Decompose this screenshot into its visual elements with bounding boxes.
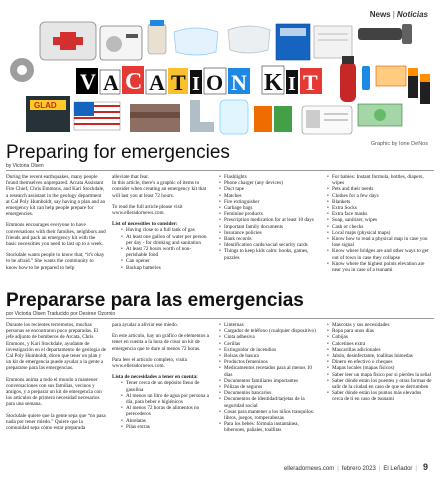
paragraph: Emmons anima a todo el mundo a mantener conversaciones con sus familias, vecinos y amigos, y a preparar un kit de emergencia con los artículos de primera necesidad necesarios para una semana. xyxy=(6,376,102,408)
section-label: News xyxy=(369,10,391,19)
list-item: • Al menos un litro de agua por persona a día, para beber e higiénicos xyxy=(112,393,212,405)
paragraph: Emmons encourages everyone to have conversations with their families, neighbors and friends and pack an emergency kit with the basic necessities you need to last up to a week. xyxy=(6,222,106,248)
svg-text:I: I xyxy=(288,73,296,95)
list-item: • Cargador de teléfono (cualquier dispositivo) xyxy=(218,328,318,334)
svg-text:A: A xyxy=(103,70,119,95)
list-item: • Tener cerca de un depósito lleno de gasolina xyxy=(112,380,212,392)
page-number: 9 xyxy=(422,462,428,472)
list-item: • Saber leer un mapa físico por si pierdes la señal xyxy=(326,372,432,378)
footer-paper: El Leñador xyxy=(383,466,413,472)
article-es-col2 xyxy=(112,322,212,430)
svg-text:C: C xyxy=(125,69,143,95)
list-item: • Extra Socks xyxy=(326,205,432,211)
article-title-es: Prepararse para las emergencias xyxy=(6,290,304,311)
list-item: • Linternas xyxy=(218,322,318,328)
list-item: • Documentos de identidad/tarjetas de la seguridad social xyxy=(218,396,318,408)
byline-es: por Victoria Olsen Traducido por Desiree Ozornio xyxy=(6,311,116,317)
list-item: • Know where bridges are and other ways to get out of town in case they collapse xyxy=(326,248,432,260)
paragraph: During the recent earthquakes, many people found themselves unprepared. Arcata Assistant Fire Chief, Chris Emmons, and Kari Stockdale, a research assistant in the geology department at Cal Poly Humboldt, say having a plan and an emergency kit can help people prepare for emergencies. xyxy=(6,174,106,218)
list-item: • Soap, sanitizer, wipes xyxy=(326,217,432,223)
list-title: Lista de necesidades a tener en cuenta: xyxy=(112,374,198,381)
list-item: • Jabón, desinfectante, toallitas húmedas xyxy=(326,353,432,359)
list-item: • Garbage bags xyxy=(218,205,318,211)
list-item: • Insurance policies xyxy=(218,230,318,236)
svg-text:N: N xyxy=(231,70,247,95)
list-item: • Mascotas y sus necesidades xyxy=(326,322,432,328)
list-item: • Know where the highest points elevation are near you in case of a tsunami xyxy=(326,261,432,273)
divider xyxy=(6,170,434,171)
list-item: • Prescription medication for at least 10 days xyxy=(218,217,318,223)
svg-text:A: A xyxy=(149,70,165,95)
list-item: • Pólizas de seguros xyxy=(218,384,318,390)
list-item: • Al menos 72 horas de alimentos no perecederos xyxy=(112,405,212,417)
list-item: • Matches xyxy=(218,193,318,199)
list-item: • Bank records xyxy=(218,236,318,242)
list-item: • Blankets xyxy=(326,199,432,205)
list-item: • Feminine products xyxy=(218,211,318,217)
paragraph: To read the full article please visit www.elleradornews.com. xyxy=(112,203,183,217)
list-item: • Clothes for a few days xyxy=(326,193,432,199)
list-item: • Productos femeninos xyxy=(218,359,318,365)
svg-text:V: V xyxy=(80,69,96,94)
paragraph: para ayudar a aliviar ese miedo. xyxy=(112,322,178,328)
list-item: • Saber dónde están los puentes y otras formas de salir de la ciudad en caso de que se derrumben xyxy=(326,378,432,390)
list-item: • Having close to a full tank of gas xyxy=(112,227,212,233)
byline-en: by Victoria Olsen xyxy=(6,163,44,169)
divider xyxy=(6,318,434,319)
list-item: • Duct tape xyxy=(218,186,318,192)
paragraph: Para leer el artículo completo, visita www.elleradornews.com. xyxy=(112,356,187,370)
list-item: • Things to keep kids calm: books, games, puzzles xyxy=(218,248,318,260)
list-item: • Ropa para unos días xyxy=(326,328,432,334)
svg-text:K: K xyxy=(264,70,283,96)
emergency-kit-illustration xyxy=(6,18,434,138)
necessities-list xyxy=(218,174,318,261)
list-item: • Phone charger (any devices) xyxy=(218,180,318,186)
necessities-list xyxy=(326,322,432,403)
list-item: • Backup batteries xyxy=(112,265,212,271)
list-item: • Cinta adhesiva xyxy=(218,334,318,340)
list-item: • Local maps (physical maps) xyxy=(326,230,432,236)
footer-date: febrero 2023 xyxy=(341,466,376,472)
list-item: • Can opener xyxy=(112,258,212,264)
svg-text:T: T xyxy=(171,70,186,95)
article-en-col2 xyxy=(112,174,212,271)
paragraph: Durante los recientes terremotos, muchas personas se encontraron poco preparadas. El jefe adjunto de bomberos de Arcata, Chris Emmons, y Kari Stockdale, ayudante de investigación en el departamento de geología de Cal Poly Humboldt, dicen que tener un plan y un kit de emergencia puede ayudar a la gente a prepararse para las emergencias. xyxy=(6,322,106,372)
svg-text:T: T xyxy=(303,70,318,95)
paragraph: In this article, there's a graphic of items to consider when creating an emergency kit that will last you at least 72 hours. xyxy=(112,180,207,199)
list-item: • Para los bebés: fórmula instantánea, biberones, pañales, toallitas xyxy=(218,421,318,433)
vacation-kit-letters xyxy=(76,66,322,96)
list-item: • Important family documents xyxy=(218,224,318,230)
list-item: • For babies: Instant formula, bottles, diapers, wipes xyxy=(326,174,432,186)
paragraph: alleviate that fear. xyxy=(112,174,150,180)
list-item: • Cobijas xyxy=(326,334,432,340)
necessities-list xyxy=(326,174,432,273)
list-item: • Extra face masks xyxy=(326,211,432,217)
emergency-kit-graphic xyxy=(6,18,434,138)
article-en-col1 xyxy=(6,174,106,276)
svg-text:O: O xyxy=(206,70,224,95)
list-title: List of necessities to consider: xyxy=(112,221,178,228)
list-item: • Cash or checks xyxy=(326,224,432,230)
article-es-col1 xyxy=(6,322,106,436)
list-item: • Abrelatas xyxy=(112,418,212,424)
list-item: • Identification cards/social security cards xyxy=(218,242,318,248)
list-item: • Mapas locales (mapas físicos) xyxy=(326,365,432,371)
footer-site: elleradornews.com xyxy=(283,466,335,472)
list-item: • Know how to read a physical map in case you lose signal xyxy=(326,236,432,248)
list-item: • Flashlights xyxy=(218,174,318,180)
list-item: • Bolsas de basura xyxy=(218,353,318,359)
paragraph: Stockdale quiere que la gente sepa que “no pasa nada por tener miedo.” Quiere que la comunidad sepa cómo estar preparada xyxy=(6,412,106,432)
article-es-col3 xyxy=(218,322,318,434)
paragraph: En este artículo, hay un gráfico de elementos a tener en cuenta a la hora de crear un kit de emergencia que te dure al menos 72 horas. xyxy=(112,333,209,352)
list-item: • Calcetines extra xyxy=(326,341,432,347)
list-item: • Pets and their needs xyxy=(326,186,432,192)
section-label-es: Noticias xyxy=(396,10,428,19)
necessities-list xyxy=(112,380,212,430)
list-item: • Mascarillas adicionales xyxy=(326,347,432,353)
article-en-col3 xyxy=(218,174,318,261)
list-item: • At least one gallon of water per person per day - for drinking and sanitation xyxy=(112,234,212,246)
list-item: • At least 72 hours worth of non-perishable food xyxy=(112,246,212,258)
section-header: News | Noticias xyxy=(369,10,428,19)
page-footer: elleradornews.com | febrero 2023 | El Leñador | 9 xyxy=(283,462,428,472)
svg-text:I: I xyxy=(192,73,200,95)
svg-text:GLAD: GLAD xyxy=(34,101,57,110)
article-en-col4 xyxy=(326,174,432,273)
list-item: • Fire extinguisher xyxy=(218,199,318,205)
list-item: • Saber dónde están los puntos más elevados cerca de ti en caso de tsunami xyxy=(326,390,432,402)
paragraph: Stockdale wants people to know that, “it's okay to be afraid.” She wants the community to know how to be prepared to help xyxy=(6,252,105,271)
necessities-list xyxy=(218,322,318,434)
graphic-credit: Graphic by Ione DeNos xyxy=(370,141,428,147)
list-item: • Dinero en efectivo o cheques xyxy=(326,359,432,365)
list-item: • Cerillas xyxy=(218,341,318,347)
list-item: • Cosas para mantener a los niños tranquilos: libros, juegos, rompecabezas xyxy=(218,409,318,421)
article-title-en: Preparing for emergencies xyxy=(6,142,230,163)
list-item: • Medicamentos recetados para al menos 10 días xyxy=(218,365,318,377)
list-item: • Documentos bancarios xyxy=(218,390,318,396)
necessities-list xyxy=(112,227,212,270)
list-item: • Pilas extras xyxy=(112,424,212,430)
article-es-col4 xyxy=(326,322,432,403)
list-item: • Documentos familiares importantes xyxy=(218,378,318,384)
list-item: • Extinguidor de incendios xyxy=(218,347,318,353)
